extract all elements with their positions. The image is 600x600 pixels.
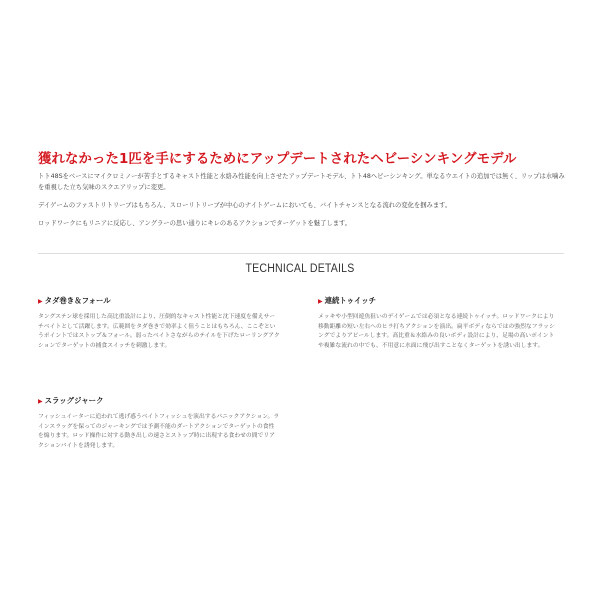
feature-tada-maki — [38, 295, 280, 351]
feature-title — [38, 395, 280, 406]
feature-slug-jerk — [38, 395, 280, 451]
section-title: TECHNICAL DETAILS — [245, 263, 355, 275]
intro-paragraph: ロッドワークにもリニアに反応し、アングラーの思い通りにキレのあるアクションでターゲットを魅了します。 — [38, 219, 352, 227]
feature-title-label: タダ巻き＆フォール — [44, 296, 111, 305]
feature-title-label: スラッグジャーク — [44, 396, 104, 405]
feature-title-label: 連続トゥイッチ — [324, 296, 377, 305]
intro-paragraph: デイゲームのファストリトリーブはもちろん、スローリトリーブが中心のナイトゲームにおいても、バイトチャンスとなる流れの変化を掴みます。 — [38, 201, 452, 209]
divider — [38, 253, 564, 254]
headline: 獲れなかった1匹を手にするためにアップデートされたヘビーシンキングモデル — [38, 152, 517, 167]
intro-paragraph: トト48Sをベースにマイクロミノーが苦手とするキャスト性能と水絡み性能を向上させたアップデートモデル、トト48ヘビーシンキング。単なるウエイトの追加では無く、リップは水噛みを重視した立ち気味のスクエアリップに変更。 — [38, 173, 565, 191]
bullet-icon: ▶ — [38, 398, 43, 405]
bullet-icon: ▶ — [318, 298, 323, 305]
feature-title — [318, 295, 560, 306]
bullet-icon: ▶ — [38, 298, 43, 305]
feature-body: メッキや小型回遊魚狙いのデイゲームでは必須となる連続トゥイッチ。ロッドワークにより移動距離の短い左右へのヒラ打ちアクションを演出。扁平ボディならではの強烈なフラッシングでよりアピールします。高比重＆水絡みの良いボディ設計により、足場の高いポイントや複雑な流れの中でも、不用意に水面に飛び出すことなくターゲットを誘い出します。 — [318, 314, 555, 349]
feature-body: タングステン球を採用した高比重設計により、圧倒的なキャスト性能と沈下速度を備えサーチベイトとして活躍します。広範囲をタダ巻きで効率よく狙うことはもちろん、ここぞというポイントではストップ＆フォール。弱ったベイトさながらのテイルを下げたローリングアクションでターゲットの捕食スイッチを刺激します。 — [38, 314, 280, 349]
feature-body: フィッシュイーターに追われて逃げ惑うベイトフィッシュを演出するパニックアクション。ラインスラッグを保ってのジャーキングでは予測不能のダートアクションでターゲットの食性を煽ります。ロッド操作に対する動き出しの速さとストップ時に出現する食わせの間でリアクションバイトを誘発します。 — [38, 414, 280, 449]
feature-title — [38, 295, 280, 306]
feature-twitch — [318, 295, 560, 351]
intro-text — [38, 172, 568, 237]
